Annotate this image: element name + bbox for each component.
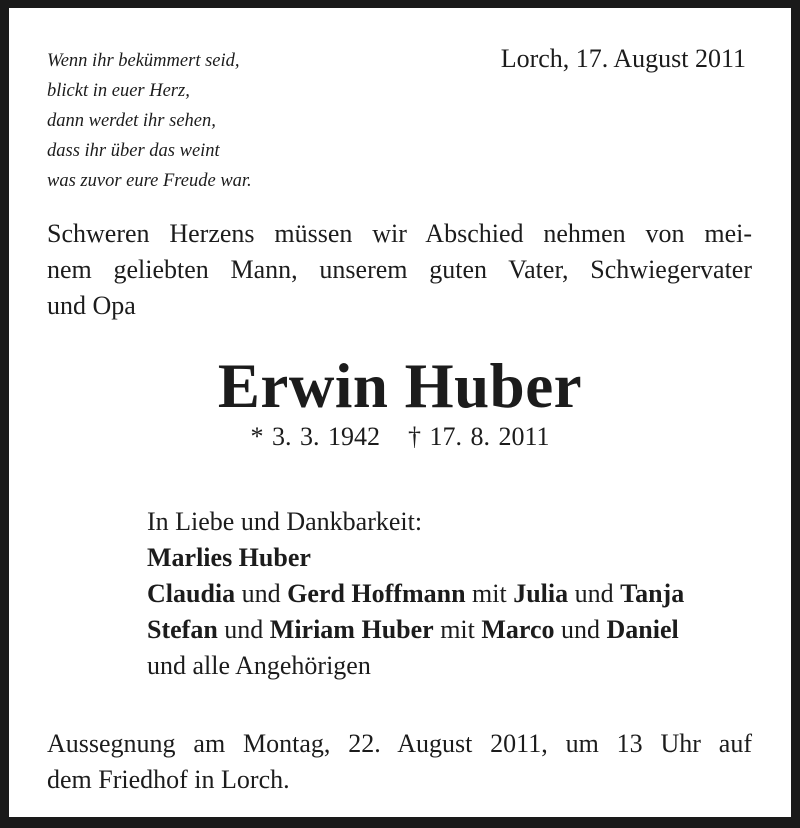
mourner-name: Daniel	[606, 615, 679, 644]
relatives-line: und alle Angehörigen	[147, 651, 371, 680]
intro-line: nem geliebten Mann, unserem guten Vater, Schwiegervater	[47, 255, 752, 284]
mourner-line	[147, 576, 684, 612]
connector-text: und	[217, 615, 270, 644]
mourner-name: Claudia	[147, 579, 236, 608]
mourner-name: Tanja	[620, 579, 685, 608]
mourner-name: Gerd Hoffmann	[287, 579, 466, 608]
connector-text: und	[554, 615, 607, 644]
intro-paragraph	[47, 216, 752, 324]
connector-text: und	[235, 579, 288, 608]
connector-text: und	[568, 579, 621, 608]
mourner-name: Stefan	[147, 615, 218, 644]
mourner-line	[147, 612, 684, 648]
funeral-line: dem Friedhof in Lorch.	[47, 765, 290, 794]
poem-line: was zuvor eure Freude war.	[47, 171, 252, 191]
mourner-name: Miriam Huber	[269, 615, 434, 644]
condolence-poem	[47, 46, 252, 196]
funeral-details	[47, 726, 752, 798]
deceased-name: Erwin Huber	[217, 351, 583, 421]
place-and-date: Lorch, 17. August 2011	[500, 44, 746, 73]
connector-text: mit	[465, 579, 514, 608]
life-dates	[9, 420, 791, 454]
intro-line: Schweren Herzens müssen wir Abschied nehmen von mei-	[47, 219, 752, 248]
mourner-name: Julia	[513, 579, 569, 608]
death-date: † 17. 8. 2011	[407, 422, 550, 451]
intro-line: und Opa	[47, 291, 136, 320]
poem-line: dass ihr über das weint	[47, 141, 220, 161]
poem-line: dann werdet ihr sehen,	[47, 111, 216, 131]
funeral-line: Aussegnung am Montag, 22. August 2011, um 13 Uhr auf	[47, 729, 752, 758]
poem-line: blickt in euer Herz,	[47, 81, 190, 101]
mourners-list	[147, 504, 684, 684]
poem-line: Wenn ihr bekümmert seid,	[47, 51, 240, 71]
mourner-name: Marlies Huber	[147, 543, 311, 572]
mourners-heading: In Liebe und Dankbarkeit:	[147, 507, 423, 536]
mourner-line	[147, 540, 684, 576]
birth-date: * 3. 3. 1942	[250, 422, 380, 451]
mourner-name: Marco	[481, 615, 555, 644]
connector-text: mit	[433, 615, 482, 644]
